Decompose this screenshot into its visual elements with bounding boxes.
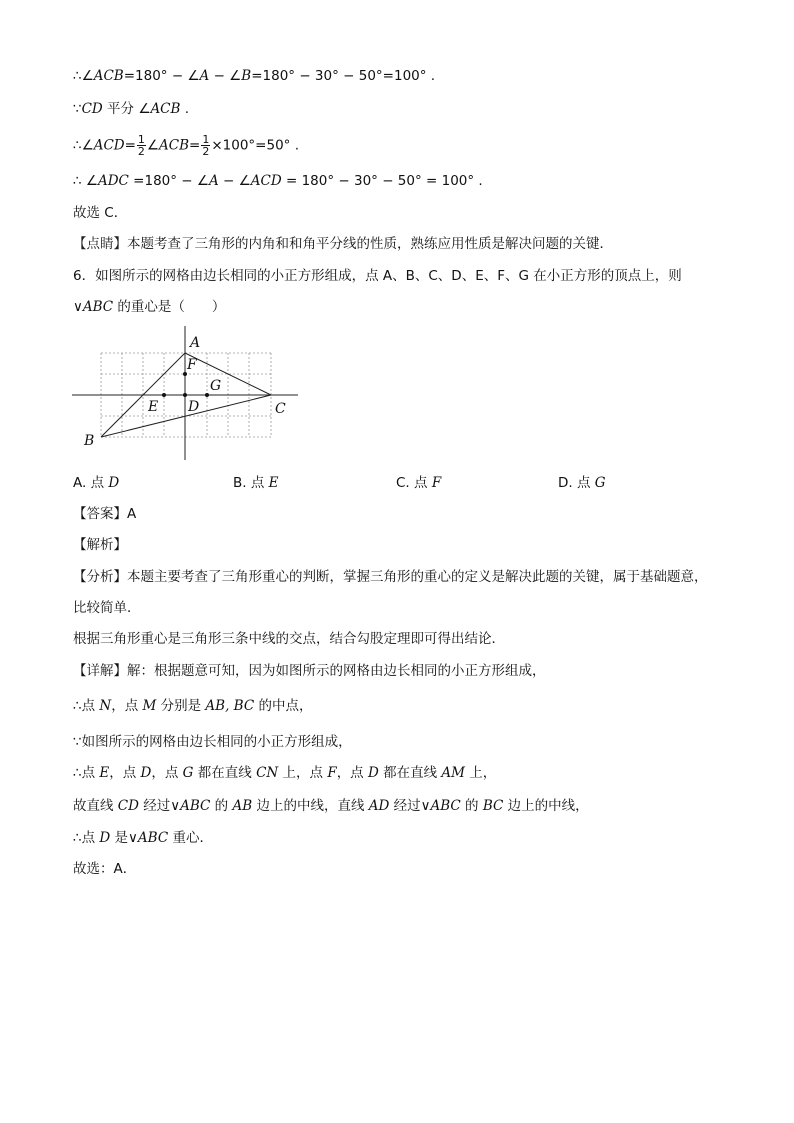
- detail-line-1: 【详解】解：根据题意可知，因为如图所示的网格由边长相同的小正方形组成，: [73, 663, 546, 679]
- fraction-half: $\frac{1}{2}$: [137, 133, 145, 158]
- label-f: F: [187, 357, 197, 373]
- detail-line-4: ∴点 E，点 D，点 G 都在直线 CN 上，点 F，点 D 都在直线 AM 上，: [73, 765, 497, 781]
- label-e: E: [148, 399, 159, 415]
- answer-value: A: [127, 506, 137, 522]
- answer-line: [73, 504, 136, 524]
- choose-c-line: 故选 C．: [73, 205, 128, 221]
- solution-line-4: ∴ ∠ADC =180° − ∠A − ∠ACD = 180° − 30° − 50° = 100° .: [73, 173, 483, 189]
- fraction-half-2: $\frac{1}{2}$: [202, 133, 210, 158]
- solution-line-3: ∴∠ACD= $\frac{1}{2}$ ∠ACB= $\frac{1}{2}$ ×100°=50° .: [73, 133, 299, 158]
- label-d: D: [188, 399, 200, 415]
- question-6-line-1: 6．如图所示的网格由边长相同的小正方形组成，点 A、B、C、D、E、F、G 在小正方形的顶点上，则: [73, 268, 682, 284]
- detail-line-3: ∵如图所示的网格由边长相同的小正方形组成，: [73, 734, 352, 750]
- choice-b[interactable]: B. 点 E: [233, 475, 279, 491]
- choice-c[interactable]: C. 点 F: [396, 475, 442, 491]
- label-b: B: [84, 433, 95, 449]
- detail-line-7: 故选：A．: [73, 861, 137, 877]
- solution-line-2: ∵CD 平分 ∠ACB .: [73, 101, 190, 117]
- question-6-line-2: ∨ABC 的重心是（ ）: [73, 299, 226, 315]
- remark-line: 【点睛】本题考查了三角形的内角和和角平分线的性质，熟练应用性质是解决问题的关键．: [73, 236, 613, 252]
- analysis-line-3: 根据三角形重心是三角形三条中线的交点，结合勾股定理即可得出结论．: [73, 631, 505, 647]
- detail-line-5: 故直线 CD 经过∨ABC 的 AB 边上的中线，直线 AD 经过∨ABC 的 BC 边上的中线，: [73, 798, 589, 814]
- analysis-line-1: 【分析】本题主要考查了三角形重心的判断，掌握三角形的重心的定义是解决此题的关键，属于基础题意，: [73, 569, 708, 585]
- answer-tag: 【答案】: [73, 506, 127, 522]
- label-g: G: [210, 378, 222, 394]
- choice-d[interactable]: D. 点 G: [558, 475, 606, 491]
- detail-tag: 【详解】: [73, 663, 127, 679]
- detail-line-6: ∴点 D 是∨ABC 重心．: [73, 830, 213, 846]
- grid-triangle-figure: [70, 322, 305, 464]
- label-c: C: [275, 401, 286, 417]
- remark-tag: 【点睛】: [73, 236, 127, 252]
- analysis-heading: 【解析】: [73, 537, 127, 553]
- solution-line-1: ∴∠ACB=180° − ∠A − ∠B=180° − 30° − 50°=100° .: [73, 68, 436, 84]
- analysis-line-2: 比较简单．: [73, 600, 141, 616]
- choice-a[interactable]: A. 点 D: [73, 475, 120, 491]
- analysis-tag: 【分析】: [73, 569, 127, 585]
- label-a: A: [190, 335, 201, 351]
- detail-line-2: ∴点 N，点 M 分别是 AB, BC 的中点，: [73, 698, 313, 714]
